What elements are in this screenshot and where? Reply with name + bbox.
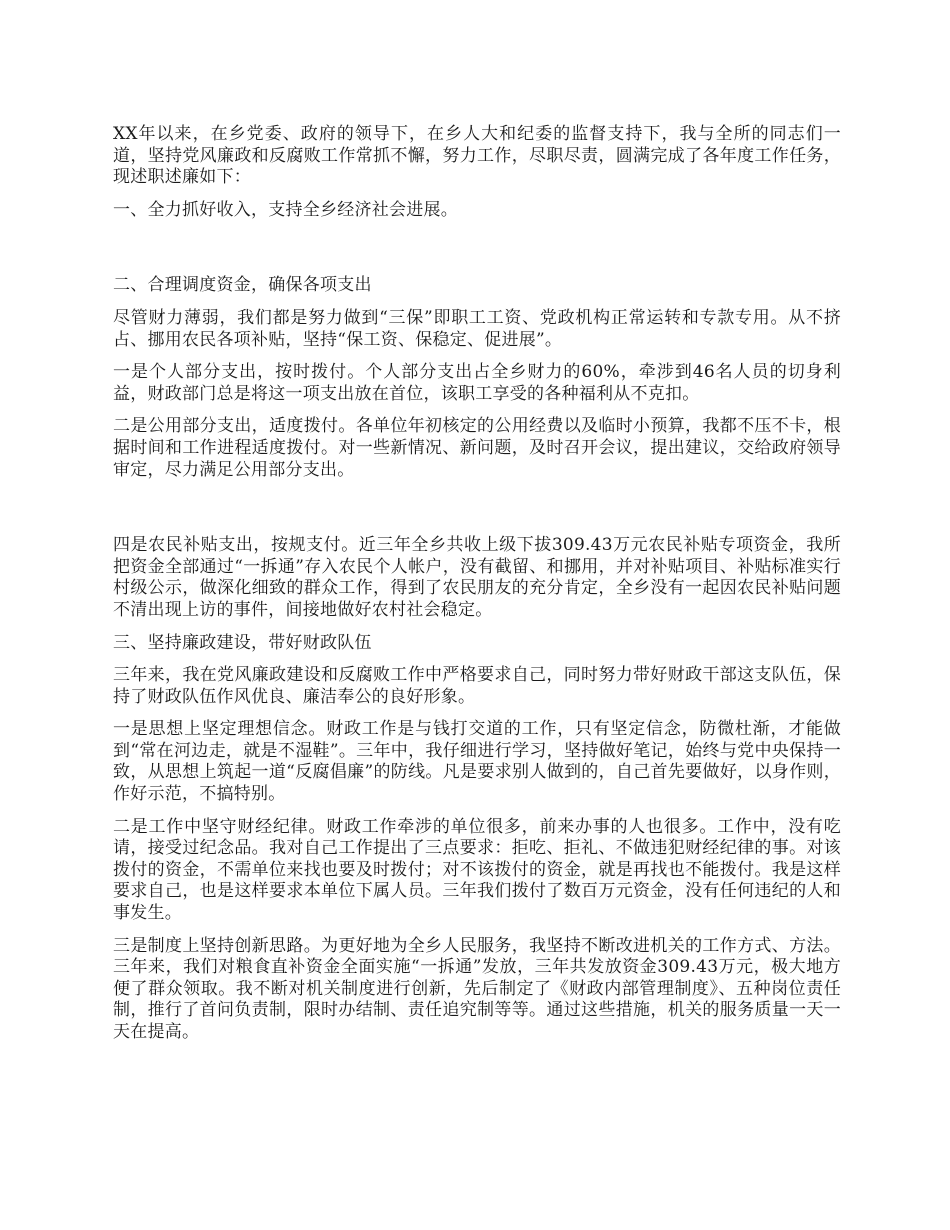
blank-gap xyxy=(113,492,841,535)
blank-gap xyxy=(113,232,841,275)
paragraph: 尽管财力薄弱，我们都是努力做到“三保”即职工工资、党政机构正常运转和专款专用。从不挤占、挪用农民各项补贴，坚持“保工资、保稳定、促进展”。 xyxy=(113,307,841,350)
document-body xyxy=(113,124,841,1055)
paragraph: 一是思想上坚定理想信念。财政工作是与钱打交道的工作，只有坚定信念，防微杜渐，才能做到“常在河边走，就是不湿鞋”。三年中，我仔细进行学习，坚持做好笔记，始终与党中央保持一致，从思想上筑起一道“反腐倡廉”的防线。凡是要求别人做到的，自己首先要做好，以身作则，作好示范，不搞特别。 xyxy=(113,719,841,805)
section-heading-2: 二、合理调度资金，确保各项支出 xyxy=(113,275,372,296)
section-heading-1: 一、全力抓好收入，支持全乡经济社会进展。 xyxy=(113,199,458,220)
paragraph: 三是制度上坚持创新思路。为更好地为全乡人民服务，我坚持不断改进机关的工作方式、方法。三年来，我们对粮食直补资金全面实施“一拆通”发放，三年共发放资金309.43万元，极大地方便了群众领取。我不断对机关制度进行创新，先后制定了《财政内部管理制度》、五种岗位责任制，推行了首问负责制，限时办结制、责任追究制等等。通过这些措施，机关的服务质量一天一天在提高。 xyxy=(113,935,841,1042)
intro-paragraph: XX年以来，在乡党委、政府的领导下，在乡人大和纪委的监督支持下，我与全所的同志们一道，坚持党风廉政和反腐败工作常抓不懈，努力工作，尽职尽责，圆满完成了各年度工作任务，现述职述廉如下： xyxy=(113,124,841,188)
paragraph: 四是农民补贴支出，按规支付。近三年全乡共收上级下拔309.43万元农民补贴专项资金，我所把资金全部通过“一拆通”存入农民个人帐户，没有截留、和挪用，并对补贴项目、补贴标准实行村级公示，做深化细致的群众工作，得到了农民朋友的充分肯定，全乡没有一起因农民补贴问题不清出现上访的事件，间接地做好农村社会稳定。 xyxy=(113,535,841,620)
section-heading-3: 三、坚持廉政建设，带好财政队伍 xyxy=(113,632,372,653)
paragraph: 一是个人部分支出，按时拨付。个人部分支出占全乡财力的60%，牵涉到46名人员的切身利益，财政部门总是将这一项支出放在首位，该职工享受的各种福利从不克扣。 xyxy=(113,362,841,404)
paragraph: 二是工作中坚守财经纪律。财政工作牵涉的单位很多，前来办事的人也很多。工作中，没有吃请，接受过纪念品。我对自己工作提出了三点要求：拒吃、拒礼、不做违犯财经纪律的事。对该拨付的资金，不需单位来找也要及时拨付；对不该拨付的资金，就是再找也不能拨付。我是这样要求自己，也是这样要求本单位下属人员。三年我们拨付了数百万元资金，没有任何违纪的人和事发生。 xyxy=(113,816,841,924)
paragraph: 二是公用部分支出，适度拨付。各单位年初核定的公用经费以及临时小预算，我都不压不卡，根据时间和工作进程适度拨付。对一些新情况、新问题，及时召开会议，提出建议，交给政府领导审定，尽力满足公用部分支出。 xyxy=(113,416,841,480)
paragraph: 三年来，我在党风廉政建设和反腐败工作中严格要求自己，同时努力带好财政干部这支队伍，保持了财政队伍作风优良、廉洁奉公的良好形象。 xyxy=(113,665,841,707)
